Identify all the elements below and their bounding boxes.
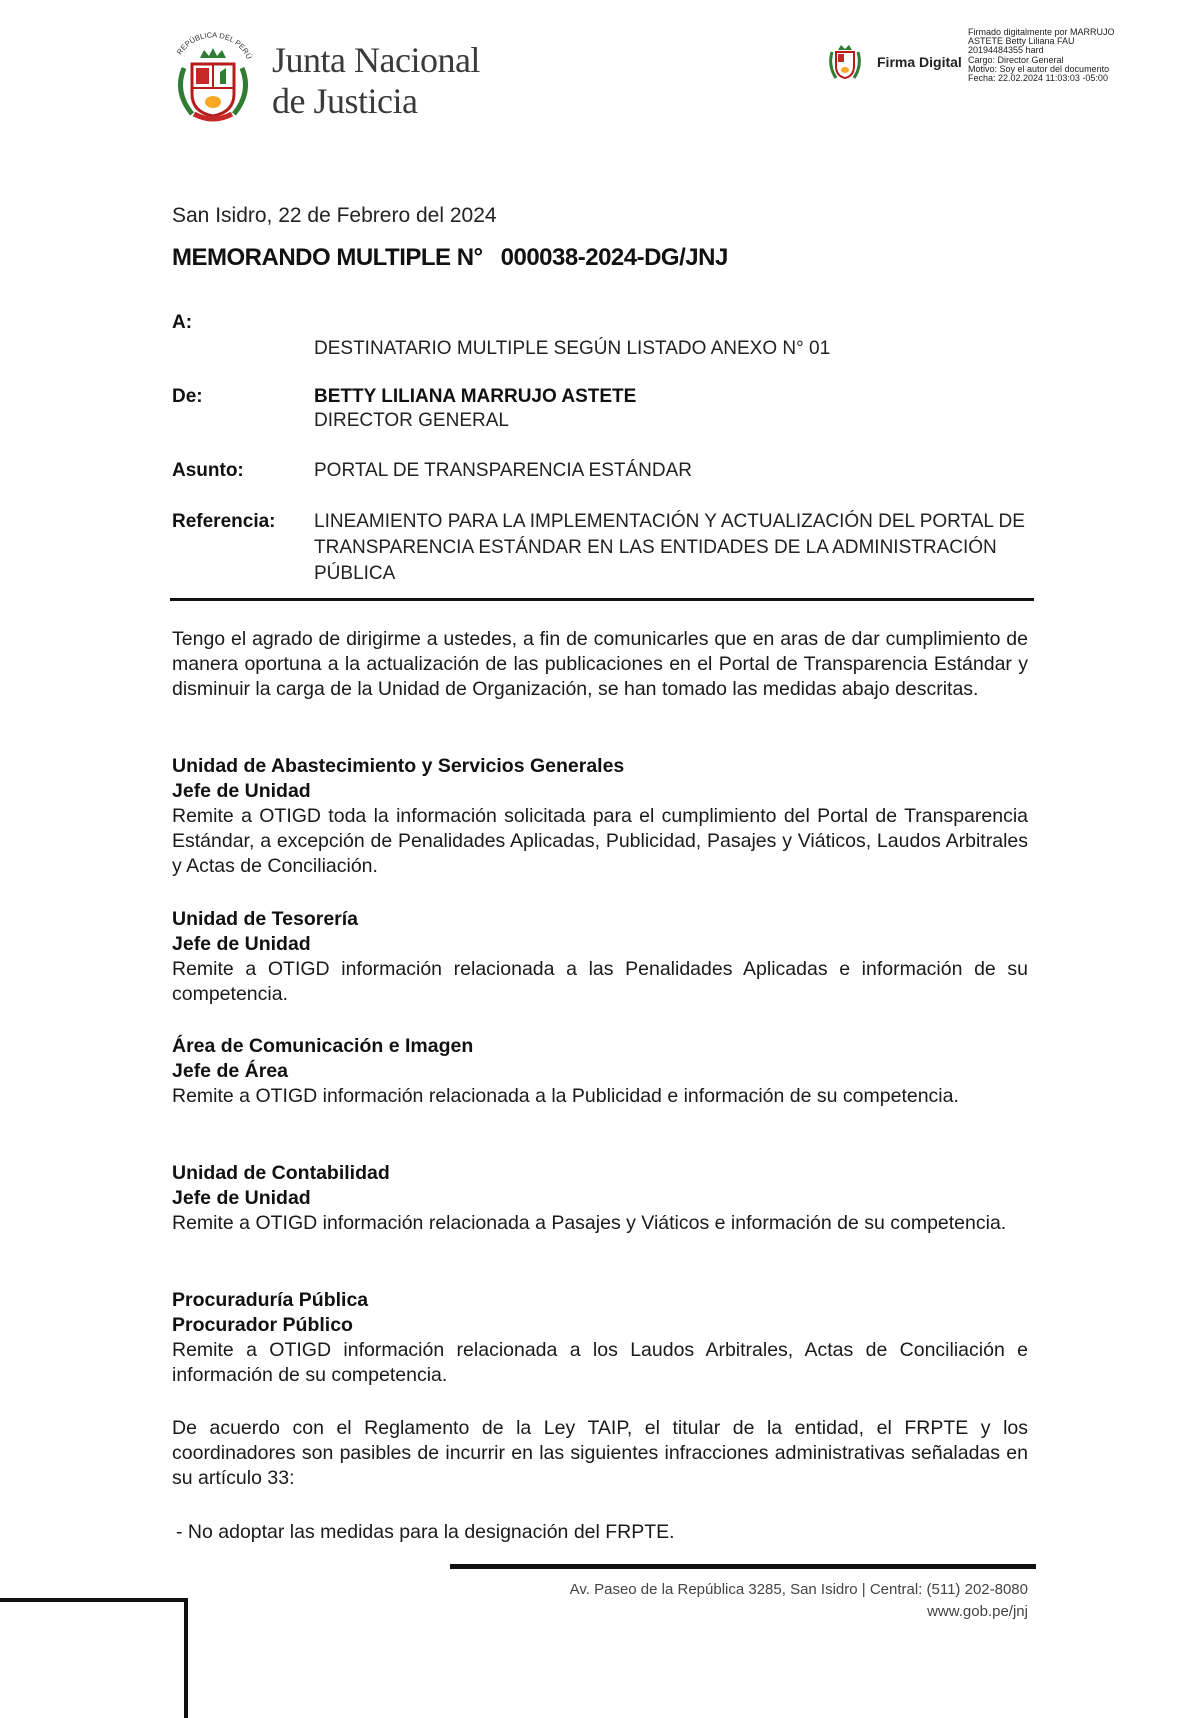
memo-title-label: MEMORANDO MULTIPLE N° xyxy=(172,244,483,271)
date-line: San Isidro, 22 de Febrero del 2024 xyxy=(172,204,497,227)
svg-text:REPÚBLICA DEL PERÚ: REPÚBLICA DEL PERÚ xyxy=(174,30,254,61)
section-text: Remite a OTIGD información relacionada a los Laudos Arbitrales, Actas de Conciliación e información de su competencia. xyxy=(172,1339,1028,1386)
from-title: DIRECTOR GENERAL xyxy=(314,410,509,431)
signature-line: Cargo: Director General xyxy=(968,54,1064,65)
section-role-title: Jefe de Unidad xyxy=(172,933,311,955)
signature-line: Fecha: 22.02.2024 11:03:03 -05:00 xyxy=(968,73,1108,84)
section-text: Remite a OTIGD información relacionada a las Penalidades Aplicadas e información de su competencia. xyxy=(172,958,1028,1005)
subject-label: Asunto: xyxy=(172,460,244,481)
signature-line: 20194484355 hard xyxy=(968,45,1044,56)
signature-seal-icon xyxy=(826,42,864,84)
section-unit-title: Unidad de Abastecimiento y Servicios Generales xyxy=(172,755,625,777)
section-role-title: Jefe de Unidad xyxy=(172,1187,311,1209)
section-role-title: Jefe de Unidad xyxy=(172,780,311,802)
reference-label: Referencia: xyxy=(172,511,276,532)
to-value: DESTINATARIO MULTIPLE SEGÚN LISTADO ANEXO N° 01 xyxy=(314,338,831,359)
org-name-line1: Junta Nacional xyxy=(272,40,480,80)
footer-address: Av. Paseo de la República 3285, San Isidro | Central: (511) 202-8080 xyxy=(569,1581,1028,1598)
section-unit-title: Unidad de Tesorería xyxy=(172,908,359,930)
memo-title xyxy=(172,244,728,272)
from-label: De: xyxy=(172,386,203,407)
digital-signature-details xyxy=(968,28,1178,83)
memo-number: 000038-2024-DG/JNJ xyxy=(500,244,728,271)
section-text: Remite a OTIGD información relacionada a la Publicidad e información de su competencia. xyxy=(172,1085,959,1107)
section-text: Remite a OTIGD toda la información solicitada para el cumplimiento del Portal de Transparencia Estándar, a excepción de Penalidades Aplicadas, Publicidad, Pasajes y Viáticos, Laudos Arbitrales y Actas de Conciliación. xyxy=(172,805,1028,877)
infraction-bullet: - No adoptar las medidas para la designación del FRPTE. xyxy=(176,1521,675,1543)
signature-line: ASTETE Betty Liliana FAU xyxy=(968,36,1075,47)
digital-signature-label: Firma Digital xyxy=(877,54,962,70)
section-divider xyxy=(170,598,1034,601)
section-unit-title: Unidad de Contabilidad xyxy=(172,1162,390,1184)
signature-line: Firmado digitalmente por MARRUJO xyxy=(968,27,1115,37)
intro-paragraph: Tengo el agrado de dirigirme a ustedes, a fin de comunicarles que en aras de dar cumplimiento de manera oportuna a la actualización de las publicaciones en el Portal de Transparencia Estándar y disminuir la carga de la Unidad de Organización, se han tomado las medidas abajo descritas. xyxy=(172,628,1028,700)
to-label: A: xyxy=(172,312,193,333)
section-text: Remite a OTIGD información relacionada a Pasajes y Viáticos e información de su competencia. xyxy=(172,1212,1007,1234)
org-name-line2: de Justicia xyxy=(272,81,418,121)
reference-value: LINEAMIENTO PARA LA IMPLEMENTACIÓN Y ACTUALIZACIÓN DEL PORTAL DE TRANSPARENCIA ESTÁNDAR EN LAS ENTIDADES DE LA ADMINISTRACIÓN PÚBLICA xyxy=(314,511,1025,584)
section-role-title: Procurador Público xyxy=(172,1314,353,1336)
organization-name xyxy=(272,40,480,122)
section-unit-title: Área de Comunicación e Imagen xyxy=(172,1035,474,1057)
footer-divider xyxy=(450,1564,1036,1569)
section-role-title: Jefe de Área xyxy=(172,1060,288,1082)
signature-line: Motivo: Soy el autor del documento xyxy=(968,63,1110,74)
subject-value: PORTAL DE TRANSPARENCIA ESTÁNDAR xyxy=(314,460,692,481)
section-unit-title: Procuraduría Pública xyxy=(172,1289,369,1311)
footer-website-link[interactable]: www.gob.pe/jnj xyxy=(927,1603,1028,1620)
from-name: BETTY LILIANA MARRUJO ASTETE xyxy=(314,386,637,407)
closing-paragraph: De acuerdo con el Reglamento de la Ley TAIP, el titular de la entidad, el FRPTE y los coordinadores son pasibles de incurrir en las siguientes infracciones administrativas señaladas en su artículo 33: xyxy=(172,1417,1028,1489)
corner-frame xyxy=(0,1598,188,1718)
peru-coat-of-arms-logo xyxy=(170,28,256,124)
